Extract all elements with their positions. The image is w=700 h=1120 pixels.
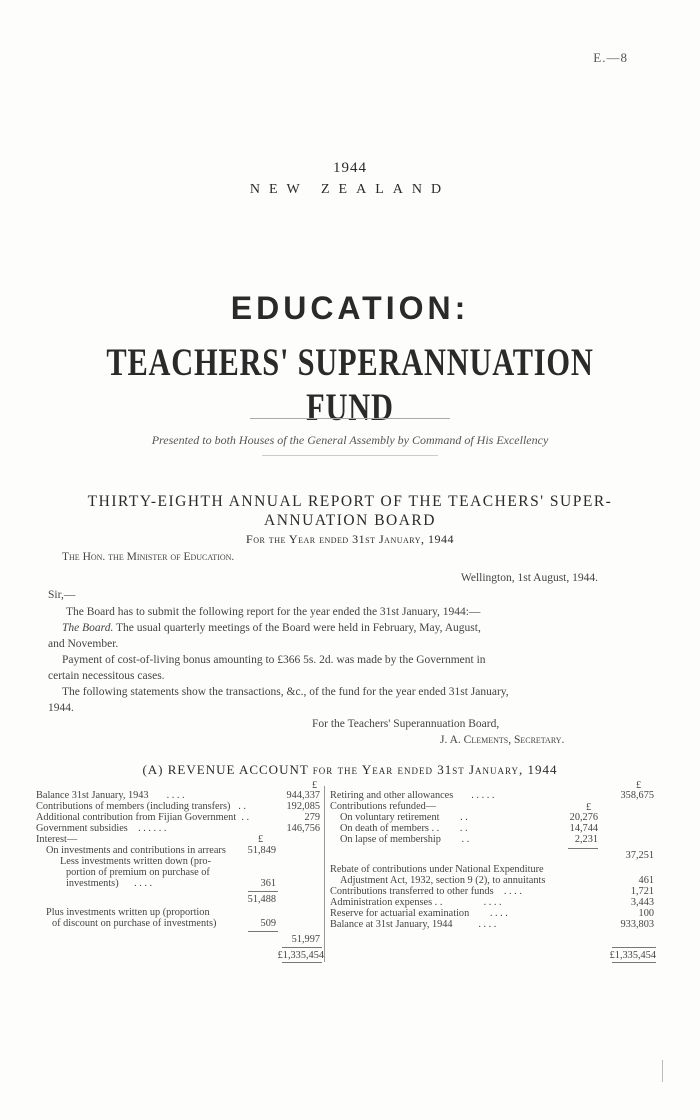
row-amount: 51,997 [291, 934, 320, 945]
currency-symbol: £ [586, 802, 592, 813]
table-row [36, 790, 185, 801]
paragraph: Payment of cost-of-living bonus amounting to £366 5s. 2d. was made by the Government in [62, 654, 486, 666]
row-label: Balance 31st January, 1943 [36, 790, 149, 801]
salutation: Sir,— [48, 589, 76, 601]
row-amount: 933,803 [620, 919, 654, 930]
addressee-text: The Hon. the Minister of Education. [62, 551, 235, 563]
paragraph-continued: certain necessitous cases. [48, 670, 165, 682]
paragraph-continued: 1944. [48, 702, 74, 714]
leader-dots: . . [460, 812, 468, 823]
table-row [340, 834, 469, 845]
table-row: Rebate of contributions under National Expenditure [330, 864, 544, 875]
table-row [330, 886, 522, 897]
leader-dots: . . . . [478, 919, 497, 930]
table-row [36, 801, 246, 812]
account-title: (A) REVENUE ACCOUNT for the Year ended 31st January, 1944 [142, 762, 558, 777]
row-amount: 358,675 [620, 790, 654, 801]
row-amount: 100 [638, 908, 654, 919]
paragraph-heading: The Board. [62, 622, 114, 634]
table-row: portion of premium on purchase of [66, 867, 210, 878]
row-label: Balance at 31st January, 1944 [330, 919, 453, 930]
table-row [330, 790, 494, 801]
row-amount: 509 [260, 918, 276, 929]
table-row [36, 823, 166, 834]
place-date: Wellington, 1st August, 1944. [460, 572, 598, 584]
margin-mark [662, 1060, 663, 1082]
row-label: On lapse of membership [340, 834, 441, 845]
column-separator [324, 786, 325, 962]
row-amount: 146,756 [286, 823, 320, 834]
left-total: £1,335,454 [277, 950, 324, 961]
page-reference: E.—8 [593, 50, 628, 65]
table-row: Plus investments written up (proportion [46, 907, 210, 918]
row-label: Government subsidies [36, 823, 128, 834]
report-year: 1944 [333, 160, 367, 176]
paragraph: The following statements show the transactions, &c., of the fund for the year ended 31st January, [62, 686, 509, 698]
signature-text: J. A. Clements, Secretary. [440, 734, 565, 746]
table-row: Interest— [36, 834, 78, 845]
presented-note: Presented to both Houses of the General Assembly by Command of His Excellency [151, 433, 549, 447]
row-amount: 20,276 [569, 812, 598, 823]
table-row: of discount on purchase of investments) [52, 918, 217, 929]
row-label: Contributions of members (including transfers) [36, 801, 231, 812]
subtotal-rule [248, 891, 278, 892]
leader-dots: . . [461, 834, 470, 845]
report-title-line: ANNUATION BOARD [264, 512, 436, 529]
right-total: £1,335,454 [609, 950, 656, 961]
total-rule [282, 962, 322, 963]
leader-dots: . . [238, 801, 246, 812]
table-row: Adjustment Act, 1932, section 9 (2), to annuitants [340, 875, 546, 886]
row-amount: 1,721 [630, 886, 654, 897]
row-label: investments) [66, 878, 119, 889]
report-period: For the Year ended 31st January, 1944 [246, 532, 454, 546]
subtotal-rule [568, 848, 598, 849]
total-rule [282, 947, 322, 948]
currency-symbol: £ [258, 834, 264, 845]
row-amount: 51,849 [247, 845, 276, 856]
leader-dots: . . . . . [471, 790, 495, 801]
table-row [340, 823, 468, 834]
table-row [66, 878, 152, 889]
table-row: On investments and contributions in arrears [46, 845, 226, 856]
leader-dots: . . . . [489, 908, 508, 919]
table-row [36, 812, 249, 823]
row-amount: 944,337 [286, 790, 320, 801]
leader-dots: . . . . [166, 790, 185, 801]
paragraph-text: The usual quarterly meetings of the Board were held in February, May, August, [116, 622, 481, 634]
total-rule [612, 962, 656, 963]
signature-line: For the Teachers' Superannuation Board, [312, 718, 500, 730]
main-title: EDUCATION: [230, 290, 470, 326]
row-amount: 51,488 [247, 894, 276, 905]
row-amount: 14,744 [569, 823, 598, 834]
leader-dots: . . . . [134, 878, 153, 889]
paragraph: The Board has to submit the following report for the year ended the 31st January, 1944:— [66, 606, 481, 618]
currency-symbol: £ [636, 780, 642, 791]
leader-dots: . . [241, 812, 250, 823]
leader-dots: . . [459, 823, 468, 834]
leader-dots: . . . . [483, 897, 502, 908]
table-row [340, 812, 468, 823]
table-row: Contributions refunded— [330, 801, 437, 812]
row-label: Reserve for actuarial examination [330, 908, 470, 919]
leader-dots: . . . . [503, 886, 522, 897]
table-row [330, 897, 502, 908]
row-amount: 361 [260, 878, 276, 889]
table-row [330, 919, 496, 930]
country-name: NEW ZEALAND [249, 182, 451, 197]
table-row [330, 908, 508, 919]
row-label: Contributions transferred to other funds [330, 886, 494, 897]
row-label: Additional contribution from Fijian Government [36, 812, 237, 823]
row-amount: 2,231 [574, 834, 598, 845]
report-title-line: THIRTY-EIGHTH ANNUAL REPORT OF THE TEACHERS' SUPER- [87, 493, 613, 510]
row-amount: 3,443 [630, 897, 654, 908]
row-amount: 279 [304, 812, 320, 823]
total-rule [612, 947, 656, 948]
paragraph-continued: and November. [48, 638, 119, 650]
row-label: On death of members . . [340, 823, 440, 834]
row-label: On voluntary retirement [340, 812, 440, 823]
row-label: Retiring and other allowances [330, 790, 454, 801]
row-amount: 37,251 [625, 850, 654, 861]
row-label: Administration expenses . . [330, 897, 443, 908]
row-amount: 192,085 [286, 801, 320, 812]
currency-symbol: £ [312, 780, 318, 791]
row-amount: 461 [638, 875, 654, 886]
subtotal-rule [248, 931, 278, 932]
table-row: Less investments written down (pro- [60, 856, 211, 867]
leader-dots: . . . . . . [138, 823, 167, 834]
sub-title: TEACHERS' SUPERANNUATION FUND [106, 341, 594, 429]
